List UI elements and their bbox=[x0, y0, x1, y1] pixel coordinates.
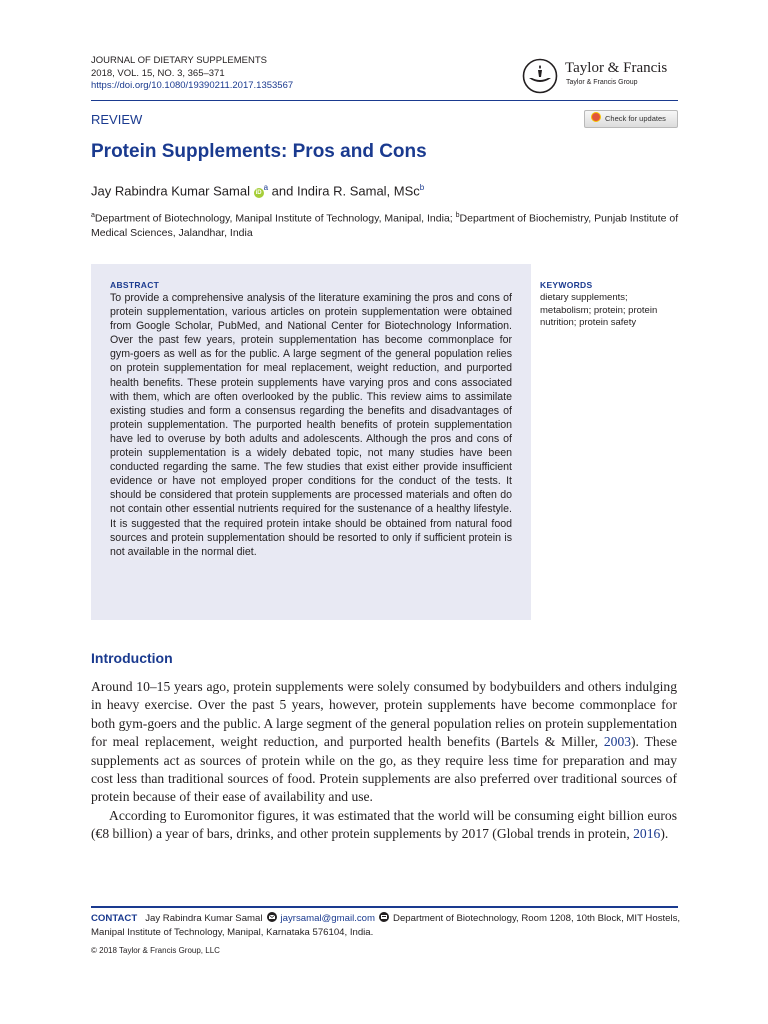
doi-link[interactable]: https://doi.org/10.1080/19390211.2017.1353567 bbox=[91, 80, 294, 91]
publisher-name: Taylor & Francis bbox=[565, 60, 668, 76]
author-2[interactable]: Indira R. Samal, MSc bbox=[296, 183, 420, 199]
check-updates-icon bbox=[591, 112, 601, 122]
volume-info: 2018, VOL. 15, NO. 3, 365–371 bbox=[91, 67, 225, 79]
affiliation-b: Department of Biochemistry, Punjab Institute of Medical Sciences, Jalandhar, India bbox=[91, 212, 679, 239]
affiliations bbox=[91, 209, 681, 240]
author-1[interactable]: Jay Rabindra Kumar Samal bbox=[91, 183, 250, 199]
journal-header bbox=[91, 55, 293, 93]
keywords-heading: KEYWORDS bbox=[540, 280, 593, 290]
check-updates-label: Check for updates bbox=[605, 114, 666, 123]
contact-address: Department of Biotechnology, Room 1208, 10th Block, MIT Hostels, Manipal Institute of Technology, Manipal, Karnataka 576104, India. bbox=[91, 913, 681, 938]
check-updates-button[interactable] bbox=[584, 110, 678, 128]
address-icon bbox=[378, 912, 390, 922]
introduction-body bbox=[91, 678, 677, 844]
affil-a-marker: a bbox=[91, 212, 95, 219]
affil-b-marker: b bbox=[455, 212, 460, 219]
author-2-affil: b bbox=[419, 183, 425, 192]
intro-p1-text-a: Around 10–15 years ago, protein supplements were solely consumed by bodybuilders and others indulging in heavy exercise. Over the past 5 years, however, protein supplements have become commonplace for both gym-goers and the public. A large segment of the general population relies on protein supplementation for meal replacement, weight reduction, and purported health benefits (Bartels & Miller, bbox=[91, 679, 677, 750]
orcid-icon[interactable]: iD bbox=[255, 190, 262, 197]
abstract-heading: ABSTRACT bbox=[110, 280, 160, 290]
keywords-text: dietary supplements; metabolism; protein; protein nutrition; protein safety bbox=[540, 292, 658, 329]
article-title: Protein Supplements: Pros and Cons bbox=[91, 141, 427, 162]
contact-email[interactable]: jayrsamal@gmail.com bbox=[280, 913, 376, 924]
publisher-group: Taylor & Francis Group bbox=[566, 79, 638, 86]
footer-divider bbox=[91, 906, 678, 908]
copyright: © 2018 Taylor & Francis Group, LLC bbox=[91, 946, 220, 955]
intro-p2-text-a: According to Euromonitor figures, it was estimated that the world will be consuming eight billion euros (€8 billion) a year of bars, drinks, and other protein supplements by 2017 (Global trends in protein, bbox=[91, 807, 677, 842]
author-line bbox=[91, 183, 424, 198]
header-divider bbox=[91, 100, 678, 101]
intro-paragraph-2 bbox=[91, 807, 677, 844]
abstract-text: To provide a comprehensive analysis of the literature examining the pros and cons of protein supplementation, various articles on protein supplementation were obtained from Google Scholar, PubMed, and National Center for Biotechnology Information. Over the past few years, protein supplementation has become commonplace for gym-goers as well as for the public. A large segment of the general population relies on protein supplementation for meal replacement, weight reduction, and purported health benefits. These protein supplements have varying pros and cons associated with them, which are often overlooked by the public. This review aims to assimilate existing studies and form a consensus regarding the benefits and disadvantages of protein supplementation. The purported health benefits of protein supplementation have led to overuse by both adults and adolescents. Although the pros and cons of protein supplementation is a widely debated topic, not many studies have been conducted regarding the same. The few studies that exist either provide insufficient evidence or have not employed proper conditions for the conduct of the tests. It should be considered that protein supplements are processed materials and often do not contain other essential nutrients required for the sustenance of a healthy lifestyle. It is suggested that the required protein intake should be obtained from natural food sources and protein supplementation should be resorted to only if sufficient protein is not available in the normal diet. bbox=[110, 292, 512, 558]
author-separator: and bbox=[268, 183, 297, 199]
contact-name: Jay Rabindra Kumar Samal bbox=[145, 913, 263, 924]
intro-p1-text-b: ). These supplements act as sources of protein while on the go, as they require less time for preparation and may cost less than traditional sources of food. Protein supplements are also preferred over traditional sources of protein because of their ease of availability and use. bbox=[91, 734, 677, 805]
contact-label: CONTACT bbox=[91, 913, 138, 924]
author-1-affil: a bbox=[263, 183, 269, 192]
introduction-heading: Introduction bbox=[91, 650, 173, 666]
citation-link[interactable]: 2003 bbox=[603, 734, 632, 750]
contact-info bbox=[91, 912, 681, 940]
taylor-francis-lamp-icon bbox=[521, 58, 559, 94]
intro-paragraph-1 bbox=[91, 678, 677, 807]
journal-name: JOURNAL OF DIETARY SUPPLEMENTS bbox=[91, 55, 267, 66]
email-icon bbox=[266, 912, 278, 922]
affiliation-a: Department of Biotechnology, Manipal Institute of Technology, Manipal, India; bbox=[94, 212, 456, 225]
citation-link[interactable]: 2016 bbox=[633, 826, 661, 842]
section-label: REVIEW bbox=[91, 112, 143, 127]
intro-p2-text-b: ). bbox=[660, 826, 669, 842]
